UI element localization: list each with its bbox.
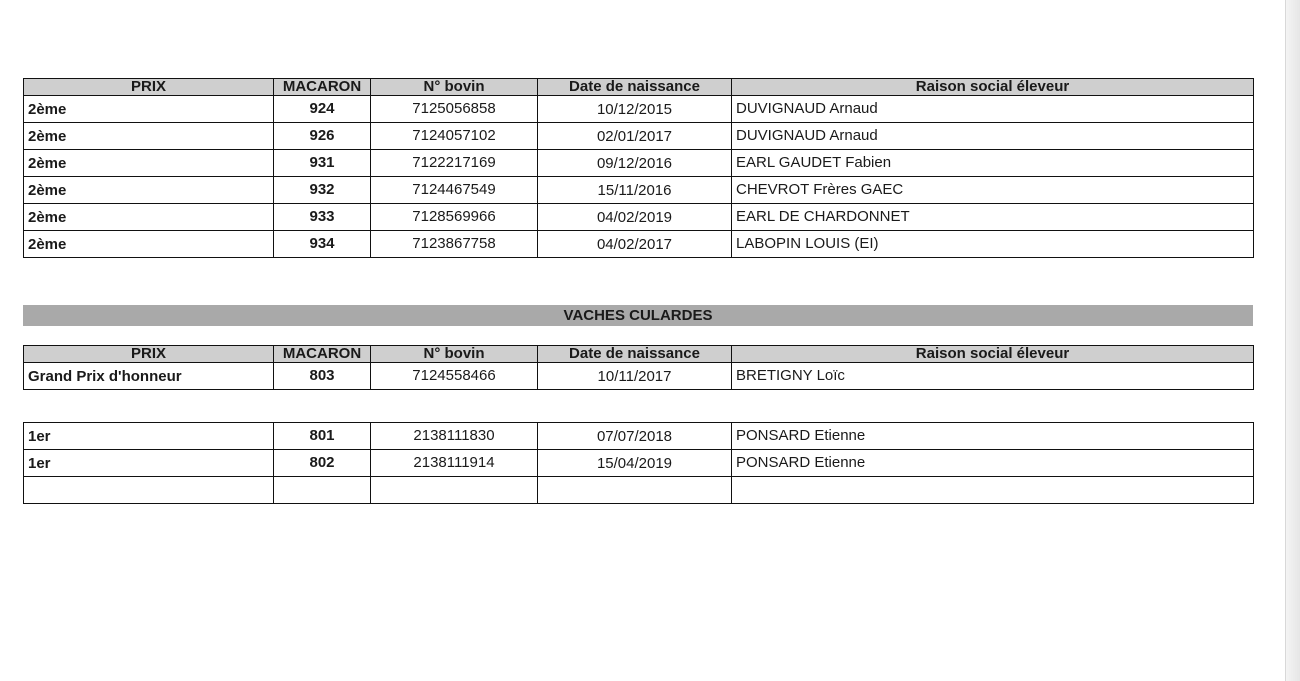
table-header-row <box>24 79 1254 96</box>
cell-bovin: 7122217169 <box>371 150 538 177</box>
results-table-2 <box>23 345 1254 390</box>
table-header-row <box>24 346 1254 363</box>
cell-eleveur: CHEVROT Frères GAEC <box>732 177 1254 204</box>
table-row <box>24 150 1254 177</box>
table-row <box>24 204 1254 231</box>
table-row <box>24 423 1254 450</box>
cell-date: 02/01/2017 <box>538 123 732 150</box>
cell-empty <box>274 477 371 504</box>
cell-date: 15/04/2019 <box>538 450 732 477</box>
cell-eleveur: LABOPIN LOUIS (EI) <box>732 231 1254 258</box>
header-eleveur: Raison social éleveur <box>732 346 1254 363</box>
cell-macaron: 802 <box>274 450 371 477</box>
cell-prix: 2ème <box>24 123 274 150</box>
cell-date: 04/02/2017 <box>538 231 732 258</box>
cell-empty <box>538 477 732 504</box>
cell-bovin: 2138111914 <box>371 450 538 477</box>
table-row <box>24 450 1254 477</box>
header-bovin: N° bovin <box>371 79 538 96</box>
cell-macaron: 924 <box>274 96 371 123</box>
cell-bovin: 7125056858 <box>371 96 538 123</box>
cell-prix: 2ème <box>24 96 274 123</box>
cell-macaron: 926 <box>274 123 371 150</box>
cell-empty <box>371 477 538 504</box>
cell-prix: 2ème <box>24 204 274 231</box>
cell-empty <box>732 477 1254 504</box>
cell-macaron: 932 <box>274 177 371 204</box>
cell-eleveur: EARL DE CHARDONNET <box>732 204 1254 231</box>
header-date: Date de naissance <box>538 346 732 363</box>
header-prix: PRIX <box>24 346 274 363</box>
cell-bovin: 7124057102 <box>371 123 538 150</box>
cell-prix: Grand Prix d'honneur <box>24 363 274 390</box>
cell-date: 10/12/2015 <box>538 96 732 123</box>
header-macaron: MACARON <box>274 346 371 363</box>
cell-bovin: 7123867758 <box>371 231 538 258</box>
page-edge <box>1285 0 1300 681</box>
cell-date: 04/02/2019 <box>538 204 732 231</box>
cell-macaron: 803 <box>274 363 371 390</box>
table-row <box>24 363 1254 390</box>
cell-prix: 1er <box>24 450 274 477</box>
cell-eleveur: BRETIGNY Loïc <box>732 363 1254 390</box>
table-row <box>24 96 1254 123</box>
cell-eleveur: PONSARD Etienne <box>732 423 1254 450</box>
cell-eleveur: DUVIGNAUD Arnaud <box>732 96 1254 123</box>
cell-bovin: 2138111830 <box>371 423 538 450</box>
cell-macaron: 931 <box>274 150 371 177</box>
cell-bovin: 7124558466 <box>371 363 538 390</box>
table-row <box>24 123 1254 150</box>
cell-macaron: 933 <box>274 204 371 231</box>
section-title-vaches-culardes: VACHES CULARDES <box>23 305 1253 326</box>
results-table-3 <box>23 422 1254 504</box>
table-row <box>24 177 1254 204</box>
cell-bovin: 7128569966 <box>371 204 538 231</box>
results-table-1 <box>23 78 1254 258</box>
table-row-empty <box>24 477 1254 504</box>
cell-eleveur: EARL GAUDET Fabien <box>732 150 1254 177</box>
cell-prix: 2ème <box>24 231 274 258</box>
cell-macaron: 801 <box>274 423 371 450</box>
cell-date: 10/11/2017 <box>538 363 732 390</box>
cell-prix: 2ème <box>24 177 274 204</box>
cell-prix: 1er <box>24 423 274 450</box>
header-prix: PRIX <box>24 79 274 96</box>
header-macaron: MACARON <box>274 79 371 96</box>
cell-eleveur: DUVIGNAUD Arnaud <box>732 123 1254 150</box>
cell-date: 15/11/2016 <box>538 177 732 204</box>
header-eleveur: Raison social éleveur <box>732 79 1254 96</box>
header-date: Date de naissance <box>538 79 732 96</box>
cell-eleveur: PONSARD Etienne <box>732 450 1254 477</box>
cell-empty <box>24 477 274 504</box>
header-bovin: N° bovin <box>371 346 538 363</box>
cell-bovin: 7124467549 <box>371 177 538 204</box>
cell-date: 09/12/2016 <box>538 150 732 177</box>
cell-date: 07/07/2018 <box>538 423 732 450</box>
cell-macaron: 934 <box>274 231 371 258</box>
table-row <box>24 231 1254 258</box>
cell-prix: 2ème <box>24 150 274 177</box>
